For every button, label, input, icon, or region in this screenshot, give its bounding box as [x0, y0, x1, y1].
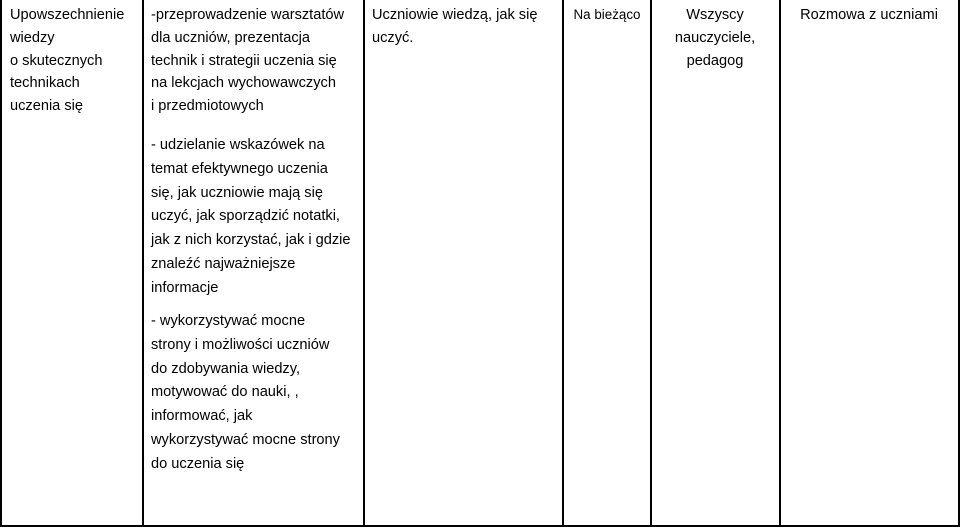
cell-goal [10, 4, 140, 118]
cell-line: - udzielanie wskazówek na [151, 137, 325, 153]
cell-line: - wykorzystywać mocne [151, 313, 306, 329]
cell-line: o skutecznych [10, 52, 103, 69]
cell-line: znaleźć najważniejsze [151, 255, 296, 272]
cell-line: Uczniowie wiedzą, jak się [372, 7, 538, 23]
cell-tasks-block-2 [151, 134, 366, 301]
cell-line: technik i strategii uczenia się [151, 52, 337, 69]
cell-line: wiedzy [10, 29, 55, 46]
cell-line: strony i możliwości uczniów [151, 336, 330, 353]
cell-line: się, jak uczniowie mają się [151, 184, 323, 201]
cell-line: do zdobywania wiedzy, [151, 360, 300, 377]
table-border-left [0, 0, 2, 527]
cell-line: wykorzystywać mocne strony [151, 431, 340, 448]
cell-line: -przeprowadzenie warsztatów [151, 7, 345, 23]
cell-line: Wszyscy [686, 7, 744, 23]
cell-line: Upowszechnienie [10, 7, 125, 23]
cell-line: uczenia się [10, 98, 84, 115]
cell-line: na lekcjach wychowawczych [151, 75, 336, 92]
cell-line: informacje [151, 279, 219, 296]
column-divider [562, 0, 564, 527]
cell-line: dla uczniów, prezentacja [151, 29, 311, 46]
cell-line: motywować do nauki, , [151, 384, 299, 401]
cell-line: do uczenia się [151, 455, 245, 472]
cell-line: nauczyciele, [674, 29, 756, 46]
cell-evaluation [781, 4, 957, 27]
cell-outcome [372, 4, 552, 50]
column-divider [779, 0, 781, 527]
cell-responsible [652, 4, 778, 72]
cell-line: technikach [10, 75, 80, 92]
cell-line: temat efektywnego uczenia [151, 160, 328, 177]
cell-line: pedagog [686, 52, 744, 69]
cell-line: Rozmowa z uczniami [800, 7, 938, 23]
column-divider [650, 0, 652, 527]
column-divider [142, 0, 144, 527]
cell-line: informować, jak [151, 408, 253, 425]
cell-tasks [151, 4, 361, 118]
cell-line: i przedmiotowych [151, 98, 264, 115]
cell-line: jak z nich korzystać, jak i gdzie [151, 232, 351, 249]
cell-line: uczyć, jak sporządzić notatki, [151, 208, 340, 225]
cell-line: uczyć. [372, 29, 414, 46]
cell-deadline [563, 4, 651, 27]
cell-tasks-block-3 [151, 310, 366, 477]
cell-line: Na bieżąco [573, 7, 641, 22]
